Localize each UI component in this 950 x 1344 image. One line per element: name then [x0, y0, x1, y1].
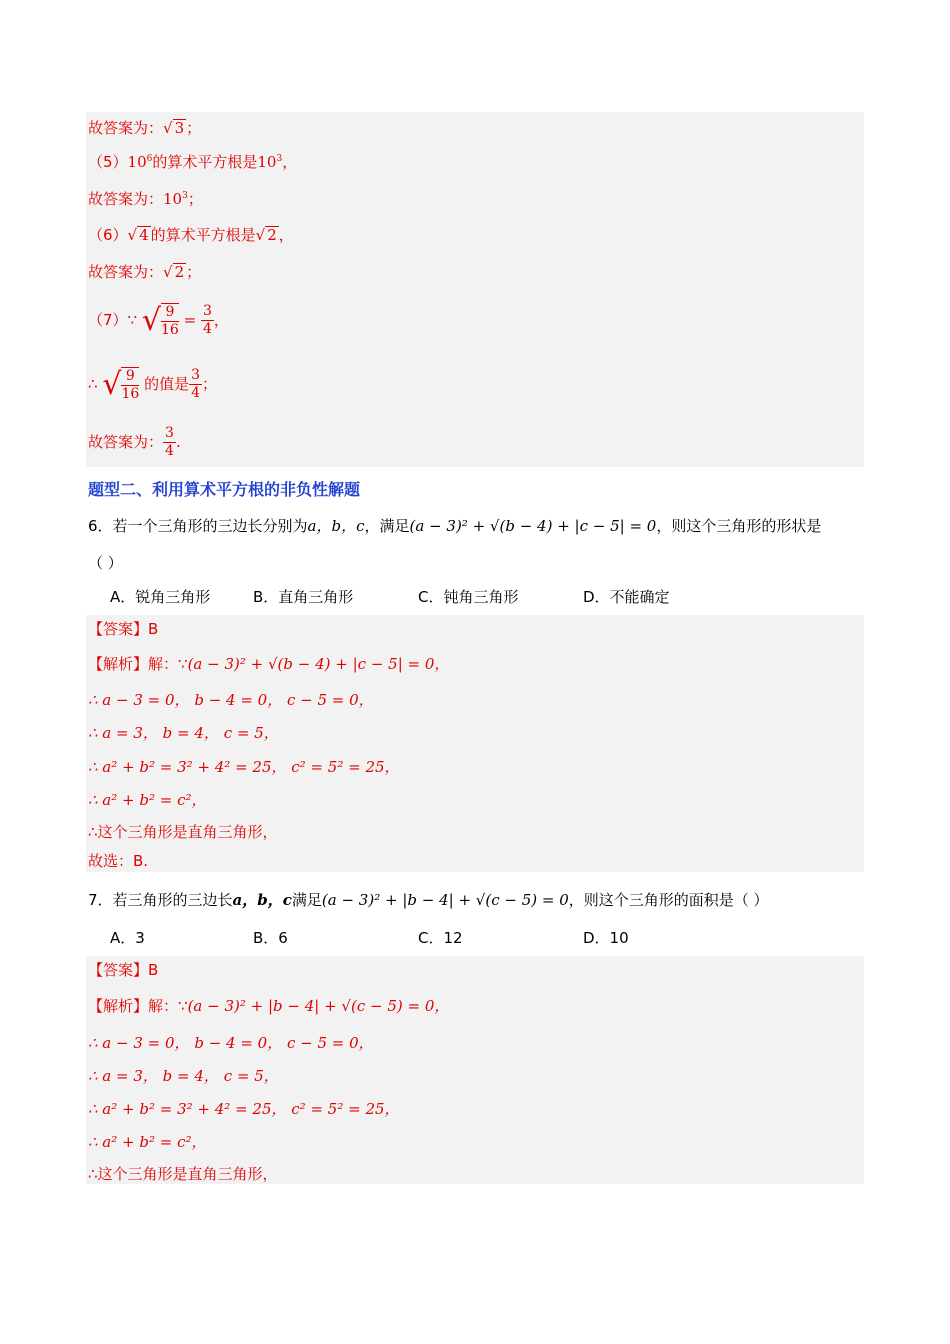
question-6-paren: （ ）	[88, 554, 123, 572]
solution-step: ∴ a² + b² = c²，	[88, 1133, 207, 1151]
option-d: D．10	[583, 929, 629, 947]
answer-line: 故答案为：√ 3 ；	[88, 119, 202, 137]
step-7-conclusion: ∴ √ $\frac{9}{16}$ 的值是 $\frac{3}{4}$ ；	[88, 366, 218, 402]
step-6: （6）√ 4 的算术平方根是√ 2 ，	[88, 226, 294, 244]
answer-label: 【答案】B	[88, 620, 159, 638]
option-d: D．不能确定	[583, 588, 670, 606]
option-c: C．12	[418, 929, 463, 947]
solution-step: ∴ a = 3， b = 4， c = 5，	[88, 1067, 279, 1085]
question-7-stem: 7．若三角形的三边长a，b，c满足(a − 3)² + |b − 4| + √(c − 5) = 0，则这个三角形的面积是（ ）	[88, 891, 769, 909]
step-7: （7）∵ √ $\frac{9}{16}$ = $\frac{3}{4}$ ，	[88, 302, 229, 338]
solution-step: ∴ a² + b² = c²，	[88, 791, 207, 809]
solution-step: ∴ a − 3 = 0， b − 4 = 0， c − 5 = 0，	[88, 1034, 374, 1052]
analysis-line: 【解析】解：∵(a − 3)² + √(b − 4) + |c − 5| = 0，	[88, 655, 450, 673]
option-b: B．直角三角形	[253, 588, 354, 606]
option-b: B．6	[253, 929, 288, 947]
solution-step: ∴ a² + b² = 3² + 4² = 25， c² = 5² = 25，	[88, 1100, 400, 1118]
answer-line: 故答案为：√ 2 ；	[88, 263, 202, 281]
solution-step: ∴这个三角形是直角三角形，	[88, 1165, 278, 1183]
option-a: A．锐角三角形	[110, 588, 211, 606]
step-5: $(5)10^6$的算术平方根是$10^3$，	[88, 153, 298, 171]
solution-step: ∴ a − 3 = 0， b − 4 = 0， c − 5 = 0，	[88, 691, 374, 709]
section-title: 题型二、利用算术平方根的非负性解题	[88, 480, 361, 499]
solution-step: ∴ a = 3， b = 4， c = 5，	[88, 724, 279, 742]
option-c: C．钝角三角形	[418, 588, 519, 606]
solution-step: ∴ a² + b² = 3² + 4² = 25， c² = 5² = 25，	[88, 758, 400, 776]
answer-line: 故答案为：$10^3$；	[88, 190, 203, 208]
analysis-line: 【解析】解：∵(a − 3)² + |b − 4| + √(c − 5) = 0，	[88, 997, 450, 1015]
question-6-stem: 6．若一个三角形的三边长分别为a，b，c，满足(a − 3)² + √(b − 4) + |c − 5| = 0，则这个三角形的形状是	[88, 517, 822, 535]
solution-step: ∴这个三角形是直角三角形，	[88, 823, 278, 841]
solution-step: 故选：B.	[88, 852, 149, 870]
option-a: A．3	[110, 929, 145, 947]
answer-label: 【答案】B	[88, 961, 159, 979]
answer-line: 故答案为： $\frac{3}{4}$ .	[88, 425, 181, 459]
